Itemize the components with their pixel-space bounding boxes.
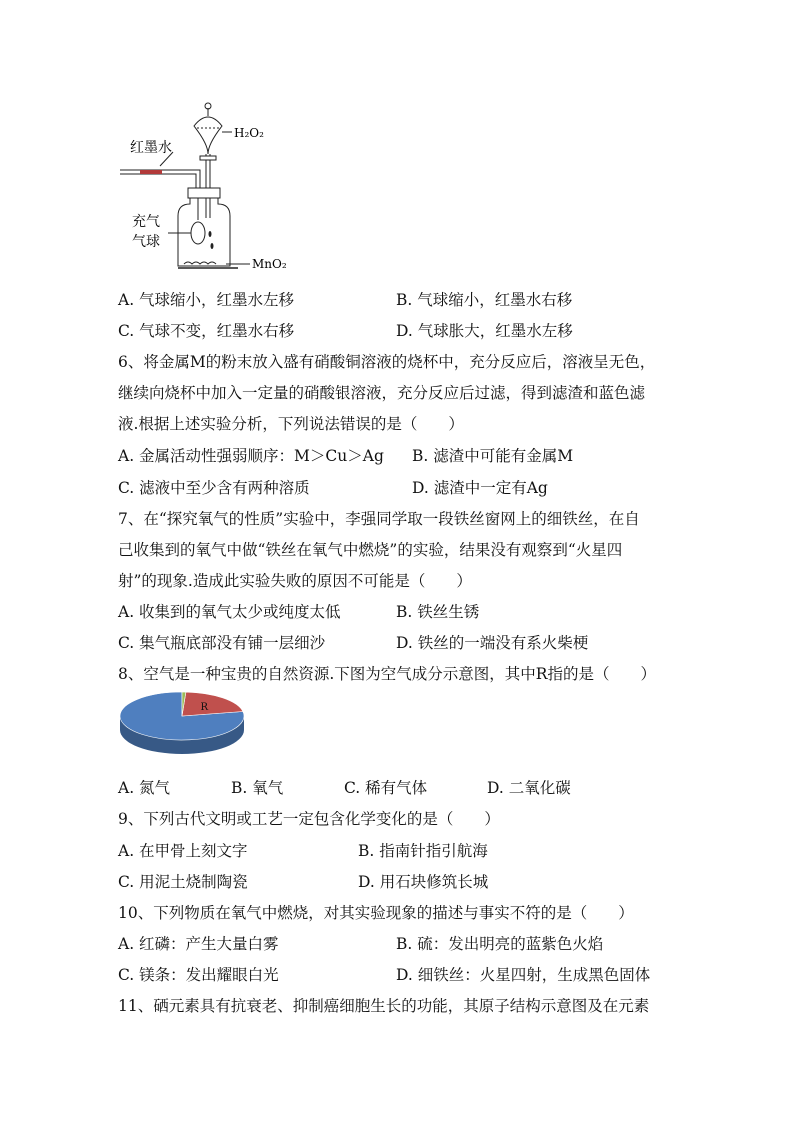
q10-option-b: B. 硫：发出明亮的蓝紫色火焰 bbox=[396, 935, 604, 953]
q7-option-a: A. 收集到的氧气太少或纯度太低 bbox=[118, 603, 341, 621]
q8-option-c: C. 稀有气体 bbox=[344, 779, 428, 797]
label-balloon-1: 充气 bbox=[132, 214, 160, 230]
label-mno2: MnO₂ bbox=[252, 257, 287, 271]
air-composition-pie-chart bbox=[118, 690, 252, 760]
pie-slice-1 bbox=[182, 692, 243, 716]
q11-stem: 11、硒元素具有抗衰老、抑制癌细胞生长的功能，其原子结构示意图及在元素 bbox=[118, 997, 650, 1015]
q7-option-b: B. 铁丝生锈 bbox=[396, 603, 480, 621]
q7-stem-line-2: 己收集到的氧气中做“铁丝在氧气中燃烧”的实验，结果没有观察到“火星四 bbox=[118, 541, 623, 559]
q6-option-b: B. 滤渣中可能有金属M bbox=[412, 447, 574, 465]
red-ink-bar bbox=[140, 170, 162, 174]
q5-option-c: C. 气球不变，红墨水右移 bbox=[118, 322, 295, 340]
q10-option-a: A. 红磷：产生大量白雾 bbox=[118, 935, 279, 953]
q10-stem: 10、下列物质在氧气中燃烧，对其实验现象的描述与事实不符的是（ ） bbox=[118, 904, 634, 922]
q7-stem-line-1: 7、在“探究氧气的性质”实验中，李强同学取一段铁丝窗网上的细铁丝，在自 bbox=[118, 510, 640, 528]
q9-option-d: D. 用石块修筑长城 bbox=[358, 873, 489, 891]
pie-label-1: R bbox=[200, 702, 209, 714]
q7-option-c: C. 集气瓶底部没有铺一层细沙 bbox=[118, 634, 326, 652]
q6-option-a: A. 金属活动性强弱顺序：M＞Cu＞Ag bbox=[118, 447, 384, 465]
q9-option-c: C. 用泥土烧制陶瓷 bbox=[118, 873, 248, 891]
q5-option-b: B. 气球缩小，红墨水右移 bbox=[396, 291, 573, 309]
q6-stem-line-1: 6、将金属M的粉末放入盛有硝酸铜溶液的烧杯中，充分反应后，溶液呈无色， bbox=[118, 353, 656, 371]
q6-stem-line-3: 液.根据上述实验分析，下列说法错误的是（ ） bbox=[118, 415, 464, 433]
q6-option-d: D. 滤渣中一定有Ag bbox=[412, 479, 548, 497]
q10-option-d: D. 细铁丝：火星四射，生成黑色固体 bbox=[396, 966, 651, 984]
q8-option-a: A. 氮气 bbox=[118, 779, 171, 797]
q6-option-c: C. 滤液中至少含有两种溶质 bbox=[118, 479, 310, 497]
q9-option-a: A. 在甲骨上刻文字 bbox=[118, 842, 248, 860]
q7-stem-line-3: 射”的现象.造成此实验失败的原因不可能是（ ） bbox=[118, 572, 472, 590]
q9-stem: 9、下列古代文明或工艺一定包含化学变化的是（ ） bbox=[118, 810, 500, 828]
q9-option-b: B. 指南针指引航海 bbox=[358, 842, 488, 860]
label-red-ink: 红墨水 bbox=[130, 140, 172, 156]
q8-stem: 8、空气是一种宝贵的自然资源.下图为空气成分示意图，其中R指的是（ ） bbox=[118, 665, 656, 683]
apparatus-diagram bbox=[118, 100, 298, 275]
q5-option-a: A. 气球缩小，红墨水左移 bbox=[118, 291, 295, 309]
q7-option-d: D. 铁丝的一端没有系火柴梗 bbox=[396, 634, 589, 652]
label-h2o2: H₂O₂ bbox=[234, 126, 264, 140]
label-balloon-2: 气球 bbox=[132, 234, 160, 250]
q5-option-d: D. 气球胀大，红墨水左移 bbox=[396, 322, 573, 340]
q8-option-d: D. 二氧化碳 bbox=[487, 779, 571, 797]
q10-option-c: C. 镁条：发出耀眼白光 bbox=[118, 966, 279, 984]
q6-stem-line-2: 继续向烧杯中加入一定量的硝酸银溶液，充分反应后过滤，得到滤渣和蓝色滤 bbox=[118, 384, 646, 402]
q8-option-b: B. 氧气 bbox=[231, 779, 284, 797]
